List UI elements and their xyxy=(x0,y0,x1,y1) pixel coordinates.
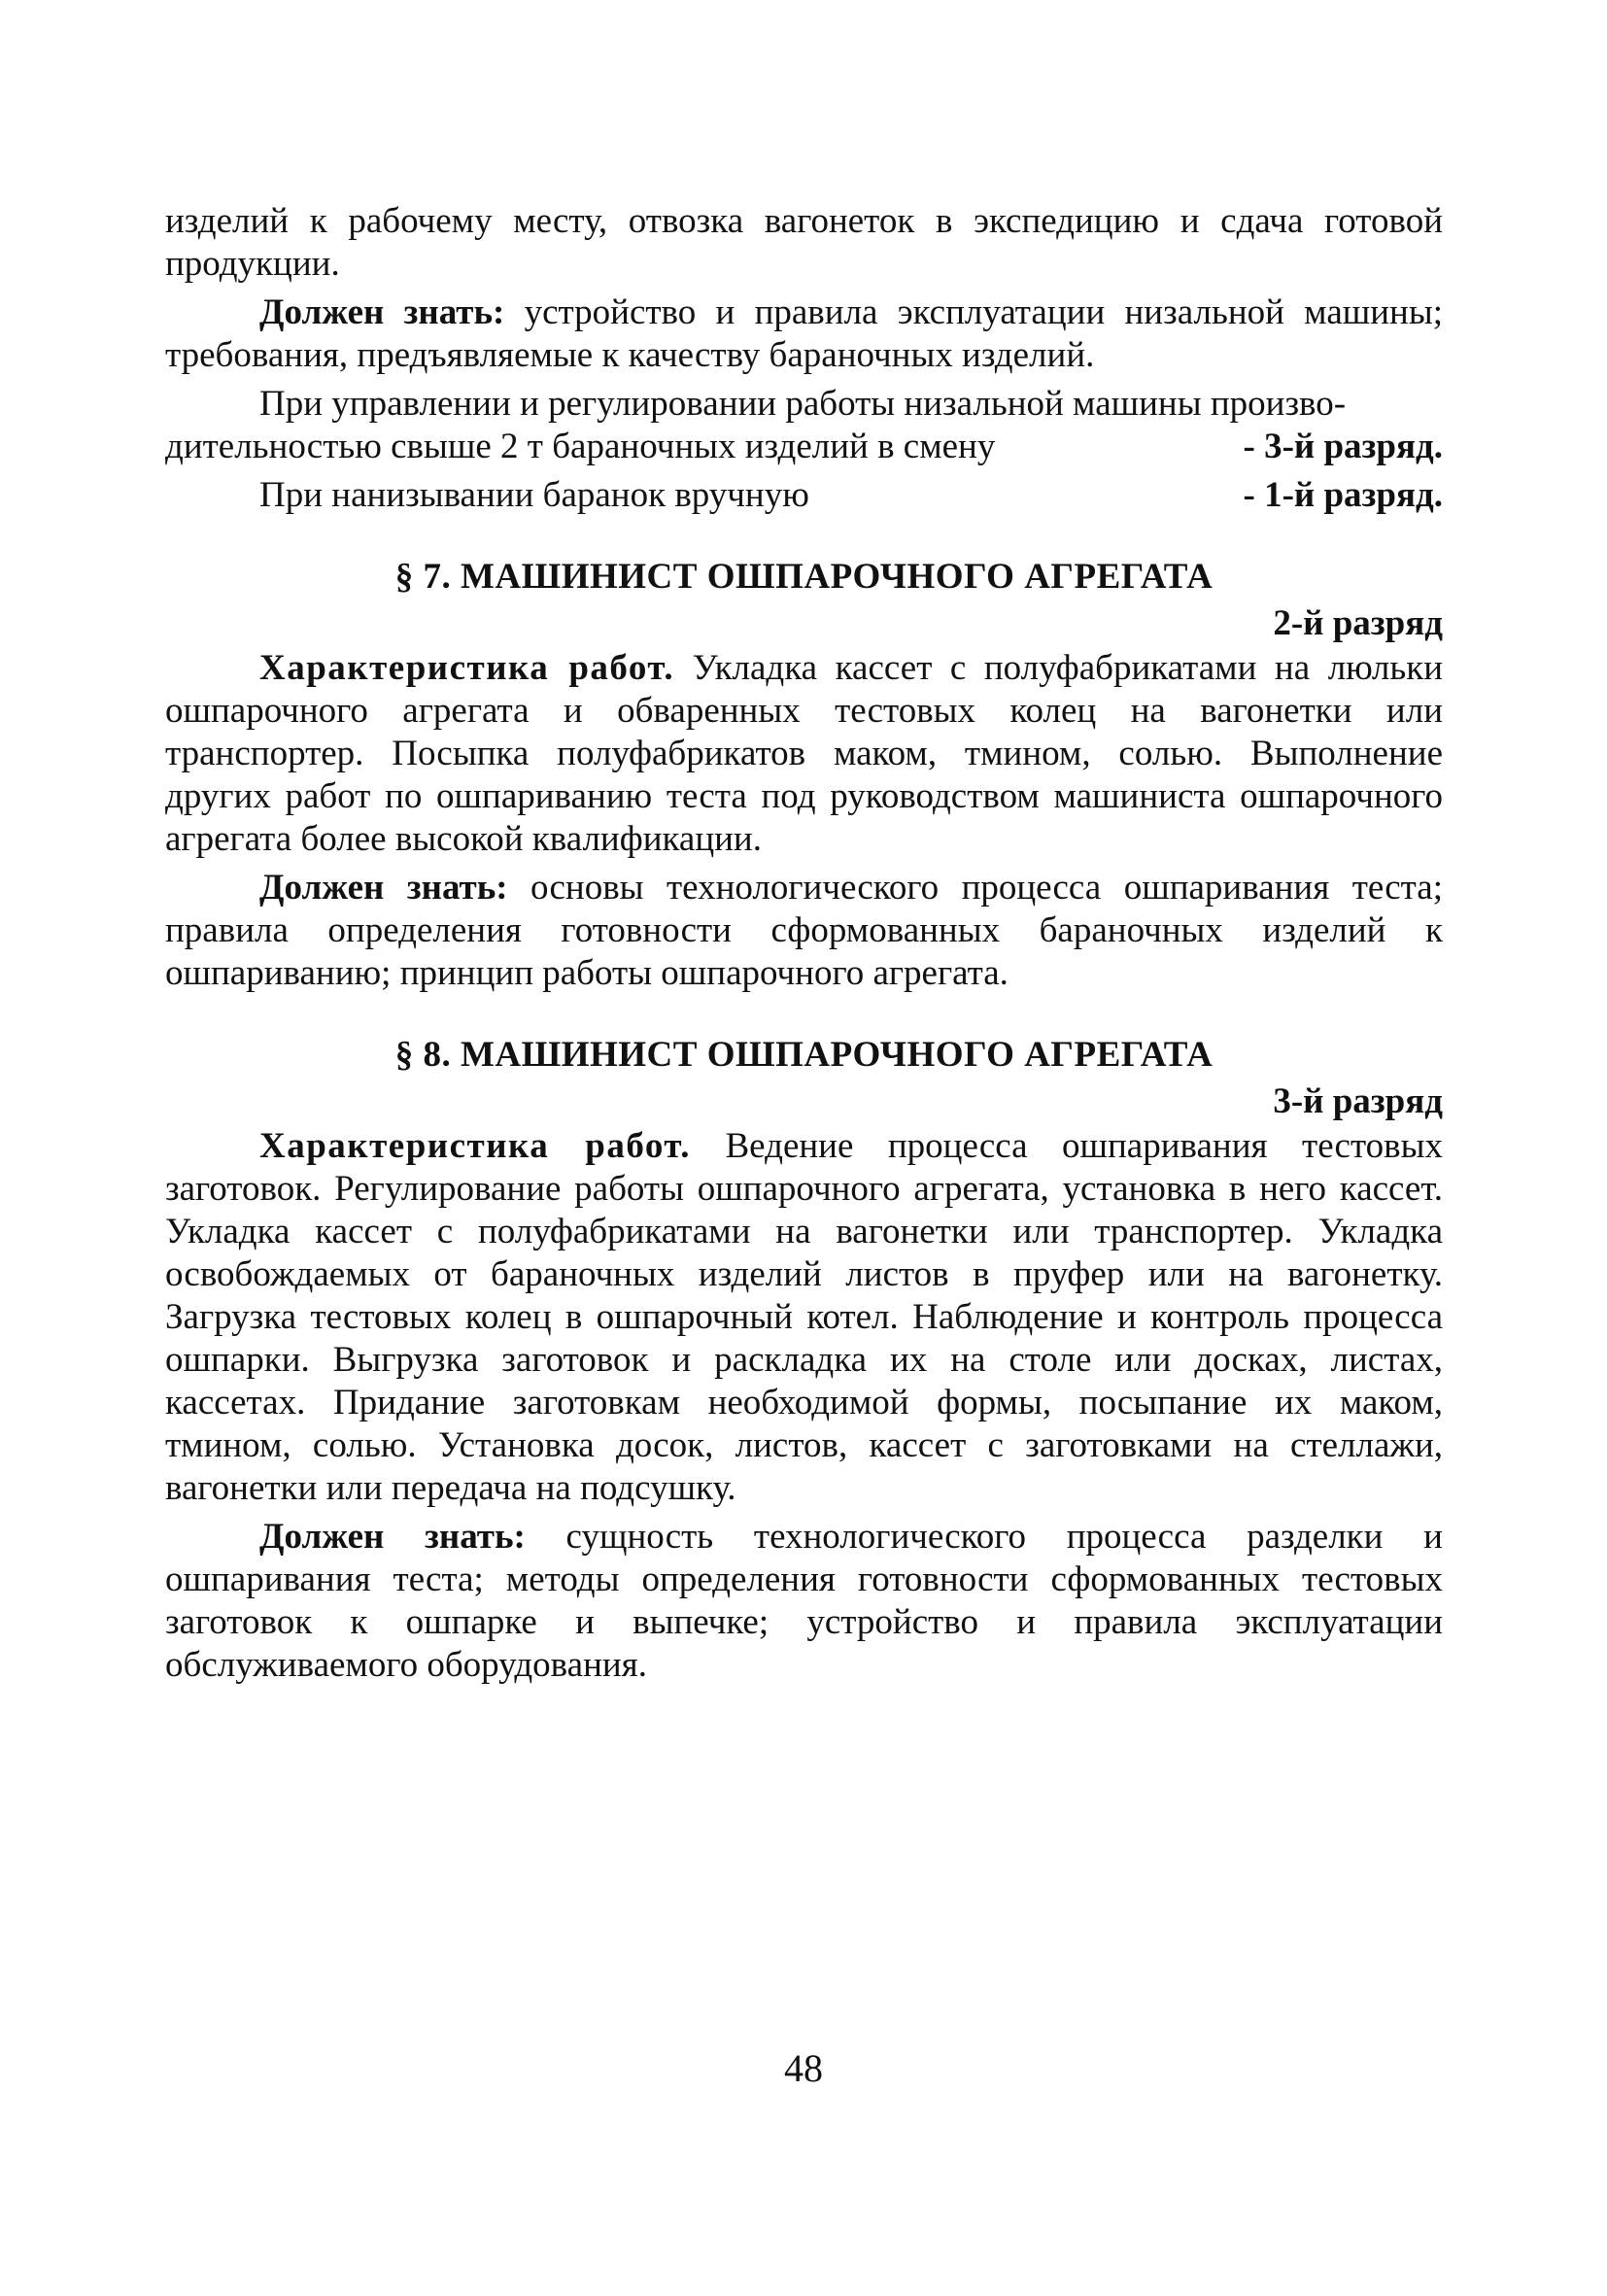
section-7-must-know xyxy=(165,867,1443,995)
must-know-text: устройство и правила эксплуатации низальной машины; требования, предъявляемые к качеству бараночных изделий. xyxy=(165,292,1443,375)
intro-must-know xyxy=(165,291,1443,377)
intro-continuation: изделий к рабочему месту, отвозка вагонеток в экспедицию и сдача готовой продукции. xyxy=(165,201,1443,284)
rank-rule-1-text: дительностью свыше 2 т бараночных изделий в смену xyxy=(165,427,996,466)
section-7-grade: 2-й разряд xyxy=(1273,603,1443,643)
must-know-label: Должен знать: xyxy=(259,292,505,332)
section-8-must-know xyxy=(165,1516,1443,1687)
must-know-text: основы технологического процесса ошпаривания теста; правила определения готовности сформованных бараночных изделий к ошпариванию; принцип работы ошпарочного агрегата. xyxy=(165,868,1443,993)
characteristic-label: Характеристика работ. xyxy=(259,1126,692,1166)
rank-rule-1-line1: При управлении и регулировании работы низальной машины произво- xyxy=(259,384,1347,424)
rank-rule-2-text: При нанизывании баранок вручную xyxy=(259,475,809,515)
must-know-label: Должен знать: xyxy=(259,1517,526,1557)
section-7-title: § 7. МАШИНИСТ ОШПАРОЧНОГО АГРЕГАТА xyxy=(394,557,1214,597)
section-8-title: § 8. МАШИНИСТ ОШПАРОЧНОГО АГРЕГАТА xyxy=(394,1035,1214,1075)
page-number: 48 xyxy=(784,2046,823,2090)
section-7-characteristic xyxy=(165,647,1443,861)
must-know-text: сущность технологического процесса разделки и ошпаривания теста; методы определения готовности сформованных тестовых заготовок к ошпарке и выпечке; устройство и правила эксплуатации обслуживаемого оборудования. xyxy=(165,1517,1443,1685)
section-8-characteristic xyxy=(165,1125,1443,1510)
characteristic-text: Ведение процесса ошпаривания тестовых заготовок. Регулирование работы ошпарочного агрегата, установка в него кассет. Укладка кассет с полуфабрикатами на вагонетки или транспортер. Укладка освобождаемых от бараночных изделий листов в пруфер или на вагонетку. Загрузка тестовых колец в ошпарочный котел. Наблюдение и контроль процесса ошпарки. Выгрузка заготовок и раскладка их на столе или досках, листах, кассетах. Придание заготовкам необходимой формы, посыпание их маком, тмином, солью. Установка досок, листов, кассет с заготовками на стеллажи, вагонетки или передача на подсушку. xyxy=(165,1126,1443,1508)
rank-rule-2 xyxy=(165,474,1443,517)
rank-rule-1-value: - 3-й разряд. xyxy=(1243,427,1443,466)
characteristic-label: Характеристика работ. xyxy=(259,648,675,688)
page-body xyxy=(165,200,1443,1693)
must-know-label: Должен знать: xyxy=(259,868,508,908)
section-8-grade: 3-й разряд xyxy=(1273,1081,1443,1121)
rank-rule-1 xyxy=(165,426,1443,468)
characteristic-text: Укладка кассет с полуфабрикатами на люльки ошпарочного агрегата и обваренных тестовых колец на вагонетки или транспортер. Посыпка полуфабрикатов маком, тмином, солью. Выполнение других работ по ошпариванию теста под руководством машиниста ошпарочного агрегата более высокой квалификации. xyxy=(165,648,1443,859)
rank-rule-2-value: - 1-й разряд. xyxy=(1243,475,1443,515)
